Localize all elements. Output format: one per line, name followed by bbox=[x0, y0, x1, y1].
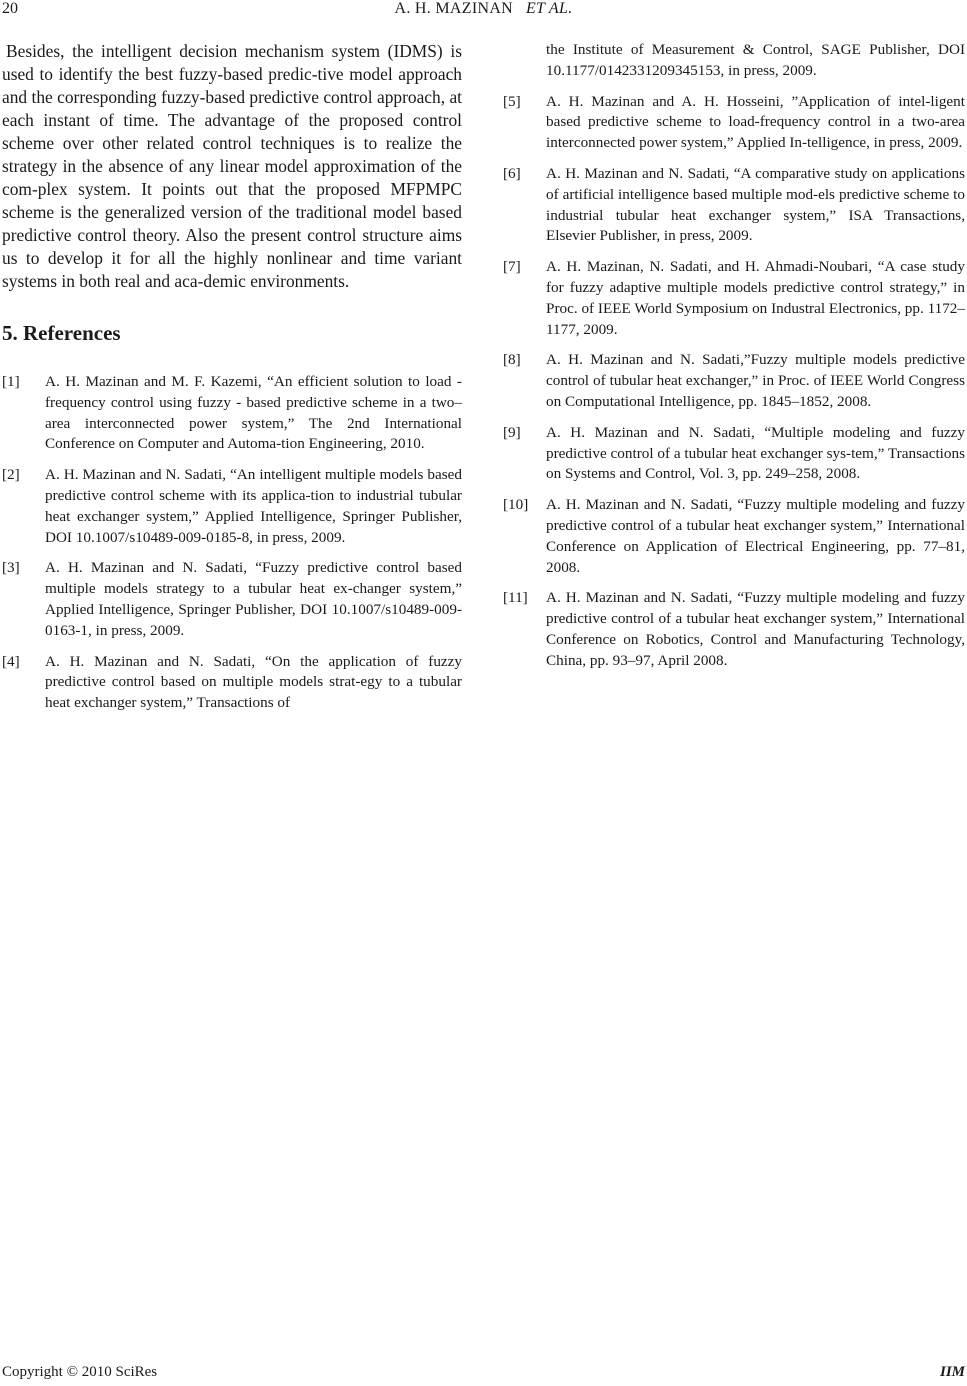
page-footer bbox=[0, 1364, 967, 1386]
journal-abbreviation: IIM bbox=[939, 1364, 965, 1380]
reference-text: A. H. Mazinan and M. F. Kazemi, “An efficient solution to load - frequency control using fuzzy - based predictive scheme in a two–area interconnected power system,” The 2nd International Conference on Computer and Automa-tion Engineering, 2010. bbox=[45, 373, 462, 453]
reference-item bbox=[2, 372, 462, 455]
left-column bbox=[2, 40, 462, 724]
reference-text: A. H. Mazinan and N. Sadati, “Fuzzy multiple modeling and fuzzy predictive control of a tubular heat exchanger system,” International Conference on Application of Electrical Engineering, pp. 77–81, 2008. bbox=[546, 496, 965, 576]
reference-text: A. H. Mazinan and N. Sadati, “Fuzzy multiple modeling and fuzzy predictive control of a tubular heat exchanger system,” International Conference on Robotics, Control and Manufacturing Technology, China, pp. 93–97, April 2008. bbox=[546, 589, 965, 669]
reference-item bbox=[503, 257, 965, 340]
reference-number: [3] bbox=[2, 559, 20, 577]
reference-number: [4] bbox=[2, 652, 20, 670]
reference-continuation: the Institute of Measurement & Control, SAGE Publisher, DOI 10.1177/0142331209345153, in press, 2009. bbox=[546, 41, 965, 79]
reference-text: A. H. Mazinan and N. Sadati,”Fuzzy multiple models predictive control of tubular heat exchanger,” in Proc. of IEEE World Congress on Computational Intelligence, pp. 1845–1852, 2008. bbox=[546, 351, 965, 410]
reference-text: A. H. Mazinan and N. Sadati, “Fuzzy predictive control based multiple models strategy to a tubular heat ex-changer system,” Applied Intelligence, Springer Publisher, DOI 10.1007/s10489-009-0163-1, in press, 2009. bbox=[45, 559, 462, 639]
reference-number: [7] bbox=[503, 258, 521, 276]
reference-text: A. H. Mazinan and N. Sadati, “On the application of fuzzy predictive control based on multiple models strat-egy to a tubular heat exchanger system,” Transactions of bbox=[45, 652, 462, 712]
reference-number: [8] bbox=[503, 351, 521, 369]
body-paragraph: Besides, the intelligent decision mechanism system (IDMS) is used to identify the best fuzzy-based predic-tive model approach and the corresponding fuzzy-based predictive control approach, at each instant of time. The advantage of the proposed control scheme over other related control techniques is to realize the strategy in the absence of any linear model approximation of the com-plex system. It points out that the proposed MFPMPC scheme is the generalized version of the traditional model based predictive control theory. Also the present control structure aims us to develop it for all the highly nonlinear and time variant systems in both real and aca-demic environments. bbox=[2, 41, 462, 291]
reference-number: [6] bbox=[503, 164, 521, 182]
page-header bbox=[0, 0, 967, 24]
running-title-et-al: ET AL. bbox=[525, 0, 573, 17]
reference-text: A. H. Mazinan and A. H. Hosseini, ”Application of intel-ligent based predictive scheme to load-frequency control in a two-area interconnected power system,” Applied In-telligence, in press, 2009. bbox=[546, 92, 965, 152]
running-title bbox=[0, 0, 967, 18]
reference-item bbox=[503, 350, 965, 412]
reference-item bbox=[503, 92, 965, 154]
reference-item bbox=[2, 652, 462, 714]
reference-item bbox=[503, 164, 965, 247]
reference-number: [1] bbox=[2, 373, 20, 390]
reference-text: A. H. Mazinan, N. Sadati, and H. Ahmadi-Noubari, “A case study for fuzzy adaptive multiple models predictive control strategy,” in Proc. of IEEE World Symposium on Industral Electronics, pp. 1172–1177, 2009. bbox=[546, 258, 965, 338]
reference-item bbox=[2, 465, 462, 548]
reference-item bbox=[2, 558, 462, 641]
page-number: 20 bbox=[2, 0, 18, 17]
running-title-author: A. H. MAZINAN bbox=[394, 0, 514, 17]
reference-number: [11] bbox=[503, 589, 528, 607]
reference-number: [9] bbox=[503, 423, 521, 441]
reference-item bbox=[503, 495, 965, 578]
copyright-notice: Copyright © 2010 SciRes bbox=[2, 1364, 158, 1380]
reference-text: A. H. Mazinan and N. Sadati, “A comparative study on applications of artificial intelligence based multiple mod-els predictive scheme to industrial tubular heat exchanger system,” ISA Transactions, Elsevier Publisher, in press, 2009. bbox=[546, 164, 965, 245]
reference-item bbox=[503, 588, 965, 671]
reference-number: [2] bbox=[2, 466, 20, 484]
reference-text: A. H. Mazinan and N. Sadati, “Multiple modeling and fuzzy predictive control of a tubular heat exchanger sys-tem,” Transactions on Systems and Control, Vol. 3, pp. 249–258, 2008. bbox=[546, 423, 965, 483]
right-column bbox=[503, 40, 965, 682]
reference-number: [10] bbox=[503, 496, 529, 514]
reference-number: [5] bbox=[503, 92, 521, 110]
section-heading-references: 5. References bbox=[2, 321, 121, 345]
reference-item bbox=[503, 423, 965, 485]
reference-text: A. H. Mazinan and N. Sadati, “An intelligent multiple models based predictive control scheme with its applica-tion to industrial tubular heat exchanger system,” Applied Intelligence, Springer Publisher, DOI 10.1007/s10489-009-0185-8, in press, 2009. bbox=[45, 466, 462, 546]
